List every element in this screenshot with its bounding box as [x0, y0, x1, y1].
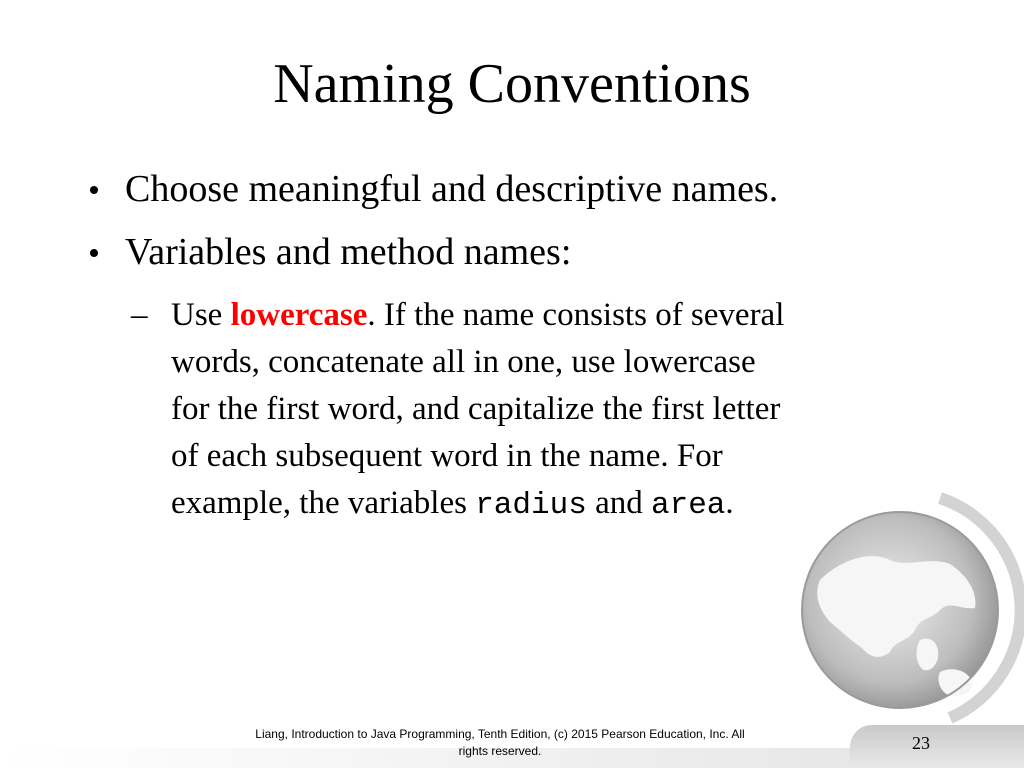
bullet-text: Choose meaningful and descriptive names.	[125, 168, 779, 210]
code-area: area	[650, 488, 726, 523]
slide-title: Naming Conventions	[273, 53, 751, 115]
footer-line-1: Liang, Introduction to Java Programming, Tenth Edition, (c) 2015 Pearson Education, Inc. All	[255, 727, 745, 741]
footer-line-2: rights reserved.	[458, 744, 542, 758]
bullet-text: Variables and method names:	[125, 231, 572, 273]
sub-bullet-line5-end: .	[725, 485, 734, 521]
sub-bullet-line-4: of each subsequent word in the name. For	[171, 438, 723, 474]
bullet-dot-icon	[90, 249, 98, 257]
sub-bullet-line-2: words, concatenate all in one, use lowercase	[171, 344, 756, 380]
footer-copyright	[200, 726, 800, 760]
sub-bullet-line-1	[171, 292, 931, 339]
sub-bullet-prefix: Use	[171, 297, 231, 333]
sub-bullet-dash: –	[131, 297, 148, 333]
bullet-dot-icon	[90, 186, 98, 194]
sub-bullet-line5-prefix: example, the variables	[171, 485, 476, 521]
sub-bullet-line-3: for the first word, and capitalize the first letter	[171, 391, 781, 427]
sub-bullet-line1-rest: . If the name consists of several	[367, 297, 785, 333]
page-number-tab	[850, 725, 1024, 768]
code-radius: radius	[475, 488, 587, 523]
globe-icon	[790, 490, 1024, 730]
highlight-lowercase: lowercase	[230, 297, 368, 333]
sub-bullet-line5-mid: and	[586, 485, 651, 521]
page-number: 23	[912, 733, 930, 753]
